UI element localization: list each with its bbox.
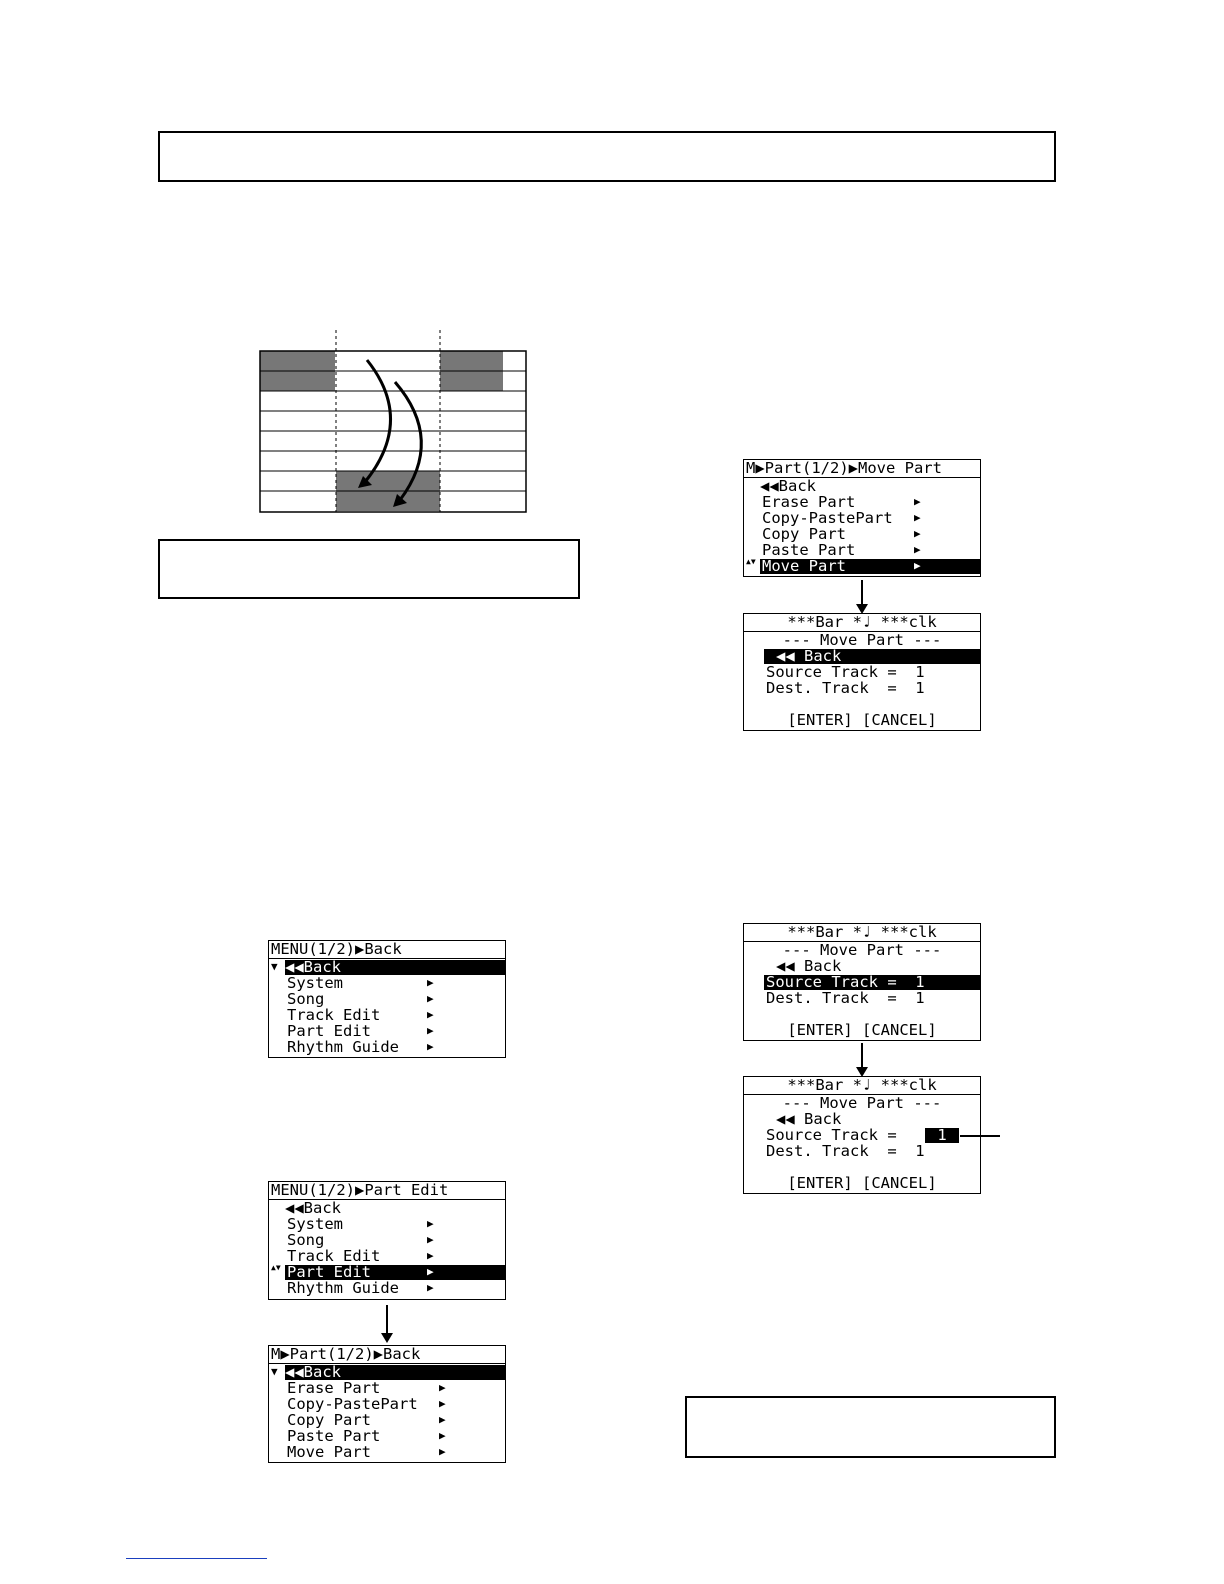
lcd-move-part-back	[743, 613, 981, 731]
menu-item-part-edit[interactable]: Part Edit ▶	[287, 1022, 434, 1040]
chevron-right-icon: ▶	[439, 1381, 446, 1394]
spacer-row	[744, 1159, 980, 1175]
chevron-right-icon: ▶	[427, 1281, 434, 1294]
menu-item-paste-part[interactable]: Paste Part ▶	[287, 1427, 446, 1445]
enter-cancel-buttons[interactable]: [ENTER] [CANCEL]	[787, 1021, 937, 1039]
menu-item-paste-part[interactable]: Paste Part ▶	[762, 541, 921, 559]
enter-cancel-buttons[interactable]: [ENTER] [CANCEL]	[787, 1174, 937, 1192]
menu-item-copy-part[interactable]: Copy Part ▶	[762, 525, 921, 543]
scroll-updown-icon: ▲▼	[271, 1263, 281, 1272]
chevron-right-icon: ▶	[914, 559, 921, 572]
back-item[interactable]: ◀◀ Back	[776, 1110, 842, 1128]
menu-item-system[interactable]: System ▶	[287, 1215, 434, 1233]
chevron-right-icon: ▶	[427, 1024, 434, 1037]
lcd-header: M▶Part(1/2)▶Back	[269, 1346, 505, 1364]
chevron-right-icon: ▶	[427, 1249, 434, 1262]
chevron-right-icon: ▶	[439, 1429, 446, 1442]
chevron-right-icon: ▶	[427, 1265, 434, 1278]
menu-item-back[interactable]: ▼ ◀◀Back	[269, 959, 505, 975]
enter-cancel-buttons[interactable]: [ENTER] [CANCEL]	[787, 711, 937, 729]
lcd-part-menu-back	[268, 1345, 506, 1463]
menu-item-back[interactable]: ◀◀Back	[760, 477, 816, 495]
flow-arrow	[861, 580, 863, 606]
menu-item-track-edit[interactable]: Track Edit ▶	[287, 1247, 434, 1265]
caption-box	[158, 539, 580, 599]
chevron-right-icon: ▶	[427, 1040, 434, 1053]
dest-track-field[interactable]: Dest. Track = 1	[766, 989, 925, 1007]
menu-item-song[interactable]: Song ▶	[287, 1231, 434, 1249]
move-arrow	[365, 360, 391, 482]
chevron-right-icon: ▶	[439, 1445, 446, 1458]
diagram-grid	[260, 330, 526, 512]
spacer-row	[744, 696, 980, 712]
chevron-right-icon: ▶	[427, 1217, 434, 1230]
dest-track-field[interactable]: Dest. Track = 1	[766, 679, 925, 697]
lcd-header: ***Bar *♩ ***clk	[744, 924, 980, 942]
menu-item-back[interactable]: ◀◀Back	[285, 1199, 341, 1217]
screen-title: --- Move Part ---	[782, 631, 942, 649]
source-track-value[interactable]: 1	[925, 1128, 959, 1143]
lcd-menu-part-edit	[268, 1181, 506, 1300]
spacer-row	[744, 1006, 980, 1022]
screen-title: --- Move Part ---	[782, 1094, 942, 1112]
back-item[interactable]: ◀◀ Back	[744, 648, 980, 664]
callout-leader-line	[960, 1135, 1000, 1137]
lcd-header: MENU(1/2)▶Back	[269, 941, 505, 959]
menu-item-move-part[interactable]: Move Part ▶	[287, 1443, 446, 1461]
note-box	[685, 1396, 1056, 1458]
menu-item-erase-part[interactable]: Erase Part ▶	[762, 493, 921, 511]
chevron-right-icon: ▶	[914, 543, 921, 556]
footer-link-underline	[126, 1558, 267, 1559]
chevron-right-icon: ▶	[914, 495, 921, 508]
menu-item-copy-part[interactable]: Copy Part ▶	[287, 1411, 446, 1429]
back-item[interactable]: ◀◀ Back	[776, 957, 842, 975]
source-track-field[interactable]: Source Track = 1	[744, 974, 980, 990]
source-track-field[interactable]: Source Track = 1	[744, 1127, 980, 1143]
lcd-move-part-source	[743, 923, 981, 1041]
chevron-right-icon: ▶	[914, 511, 921, 524]
chevron-right-icon: ▶	[427, 992, 434, 1005]
scroll-down-icon: ▼	[271, 960, 278, 973]
chevron-right-icon: ▶	[427, 1233, 434, 1246]
screen-title: --- Move Part ---	[782, 941, 942, 959]
menu-item-rhythm-guide[interactable]: Rhythm Guide ▶	[287, 1279, 434, 1297]
scroll-down-icon: ▼	[271, 1365, 278, 1378]
section-heading-box	[158, 131, 1056, 182]
menu-item-song[interactable]: Song ▶	[287, 990, 434, 1008]
track-move-diagram	[255, 330, 535, 520]
lcd-header: ***Bar *♩ ***clk	[744, 1077, 980, 1095]
lcd-header: MENU(1/2)▶Part Edit	[269, 1182, 505, 1200]
flow-arrow	[386, 1305, 388, 1335]
menu-item-system[interactable]: System ▶	[287, 974, 434, 992]
menu-item-track-edit[interactable]: Track Edit ▶	[287, 1006, 434, 1024]
menu-item-rhythm-guide[interactable]: Rhythm Guide ▶	[287, 1038, 434, 1056]
chevron-right-icon: ▶	[439, 1397, 446, 1410]
menu-item-erase-part[interactable]: Erase Part ▶	[287, 1379, 446, 1397]
menu-item-move-part[interactable]: ▲▼ Move Part ▶	[744, 558, 980, 574]
lcd-header: M▶Part(1/2)▶Move Part	[744, 460, 980, 478]
lcd-move-part-source-edit	[743, 1076, 981, 1194]
source-track-field[interactable]: Source Track = 1	[766, 663, 925, 681]
menu-item-part-edit[interactable]: ▲▼ Part Edit ▶	[269, 1264, 505, 1280]
chevron-right-icon: ▶	[427, 976, 434, 989]
lcd-menu-back	[268, 940, 506, 1058]
lcd-part-menu-move	[743, 459, 981, 577]
menu-item-copy-paste-part[interactable]: Copy-PastePart ▶	[287, 1395, 446, 1413]
dest-track-field[interactable]: Dest. Track = 1	[766, 1142, 925, 1160]
chevron-right-icon: ▶	[914, 527, 921, 540]
menu-item-back[interactable]: ▼ ◀◀Back	[269, 1364, 505, 1380]
chevron-right-icon: ▶	[439, 1413, 446, 1426]
lcd-header: ***Bar *♩ ***clk	[744, 614, 980, 632]
scroll-updown-icon: ▲▼	[746, 557, 756, 566]
chevron-right-icon: ▶	[427, 1008, 434, 1021]
flow-arrow	[861, 1043, 863, 1069]
menu-item-copy-paste-part[interactable]: Copy-PastePart ▶	[762, 509, 921, 527]
